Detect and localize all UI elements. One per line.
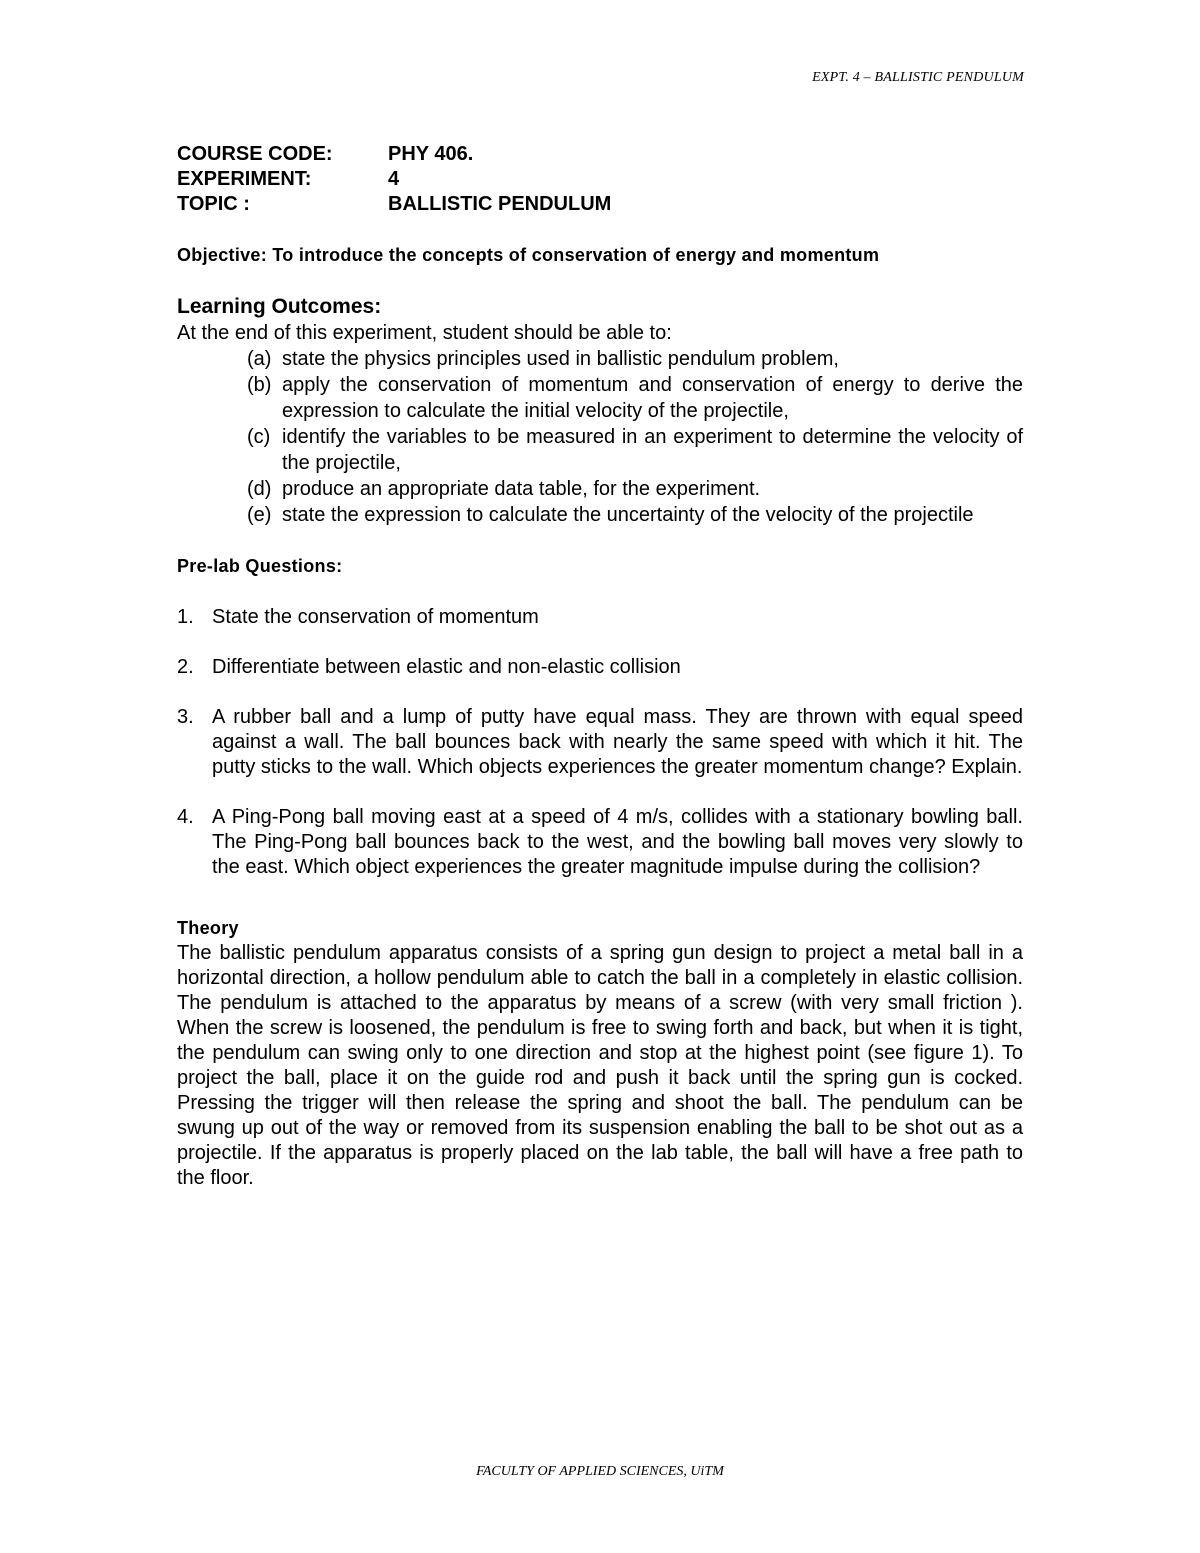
meta-value: BALLISTIC PENDULUM xyxy=(388,193,612,215)
item-marker: (d) xyxy=(247,478,272,500)
theory-paragraph: The ballistic pendulum apparatus consists of a spring gun design to project a metal ball in a horizontal direction, a hollow pendulum able to catch the ball in a completely in elastic collision. The pendulum is attached to the apparatus by means of a screw (with very small friction ). When the screw is loosened, the pendulum is free to swing forth and back, but when it is tight, the pendulum can swing only to one direction and stop at the highest point (see figure 1). To project the ball, place it on the guide rod and push it back until the spring gun is cocked. Pressing the trigger will then release the spring and shoot the ball. The pendulum can be swung up out of the way or removed from its suspension enabling the ball to be shot out as a projectile. If the apparatus is properly placed on the lab table, the ball will have a free path to the floor. xyxy=(177,942,1023,1189)
list-item xyxy=(177,655,1023,680)
meta-label: EXPERIMENT: xyxy=(177,168,312,190)
item-text: state the physics principles used in ballistic pendulum problem, xyxy=(282,348,839,370)
question-text: State the conservation of momentum xyxy=(212,606,539,628)
meta-row-topic xyxy=(177,192,1023,217)
item-marker: (a) xyxy=(247,348,272,370)
running-header: EXPT. 4 – BALLISTIC PENDULUM xyxy=(812,70,1024,85)
item-text: produce an appropriate data table, for the experiment. xyxy=(282,478,761,500)
objective: Objective: To introduce the concepts of conservation of energy and momentum xyxy=(177,245,880,265)
prelab-questions-list xyxy=(177,605,1023,880)
item-text: identify the variables to be measured in an experiment to determine the velocity of the projectile, xyxy=(282,426,1023,474)
meta-value: PHY 406. xyxy=(388,143,474,165)
list-item xyxy=(177,705,1023,780)
item-marker: (b) xyxy=(247,374,272,396)
course-meta xyxy=(177,142,1023,217)
list-item xyxy=(247,476,1023,502)
meta-row-experiment xyxy=(177,167,1023,192)
question-text: A rubber ball and a lump of putty have equal mass. They are thrown with equal speed against a wall. The ball bounces back with nearly the same speed with which it hit. The putty sticks to the wall. Which objects experiences the greater momentum change? Explain. xyxy=(212,706,1023,778)
question-number: 4. xyxy=(177,806,194,828)
learning-outcomes-heading: Learning Outcomes: xyxy=(177,295,382,318)
list-item xyxy=(247,502,1023,528)
question-number: 3. xyxy=(177,706,194,728)
page-content xyxy=(177,142,1023,1191)
item-marker: (c) xyxy=(247,426,271,448)
list-item xyxy=(177,605,1023,630)
item-text: apply the conservation of momentum and conservation of energy to derive the expression to calculate the initial velocity of the projectile, xyxy=(282,374,1023,422)
meta-label: COURSE CODE: xyxy=(177,143,333,165)
theory-heading: Theory xyxy=(177,918,239,938)
item-marker: (e) xyxy=(247,504,272,526)
question-number: 1. xyxy=(177,606,194,628)
list-item xyxy=(247,346,1023,372)
learning-outcomes-intro: At the end of this experiment, student should be able to: xyxy=(177,322,672,344)
list-item xyxy=(247,424,1023,476)
question-number: 2. xyxy=(177,656,194,678)
item-text: state the expression to calculate the uncertainty of the velocity of the projectile xyxy=(282,504,974,526)
meta-label: TOPIC : xyxy=(177,193,250,215)
learning-outcomes-list xyxy=(177,346,1023,528)
list-item xyxy=(177,805,1023,880)
meta-value: 4 xyxy=(388,168,400,190)
question-text: Differentiate between elastic and non-elastic collision xyxy=(212,656,681,678)
prelab-heading: Pre-lab Questions: xyxy=(177,556,343,576)
running-footer: FACULTY OF APPLIED SCIENCES, UiTM xyxy=(476,1464,724,1479)
meta-row-course-code xyxy=(177,142,1023,167)
list-item xyxy=(247,372,1023,424)
question-text: A Ping-Pong ball moving east at a speed of 4 m/s, collides with a stationary bowling ball. The Ping-Pong ball bounces back to the west, and the bowling ball moves very slowly to the east. Which object experiences the greater magnitude impulse during the collision? xyxy=(212,806,1023,878)
